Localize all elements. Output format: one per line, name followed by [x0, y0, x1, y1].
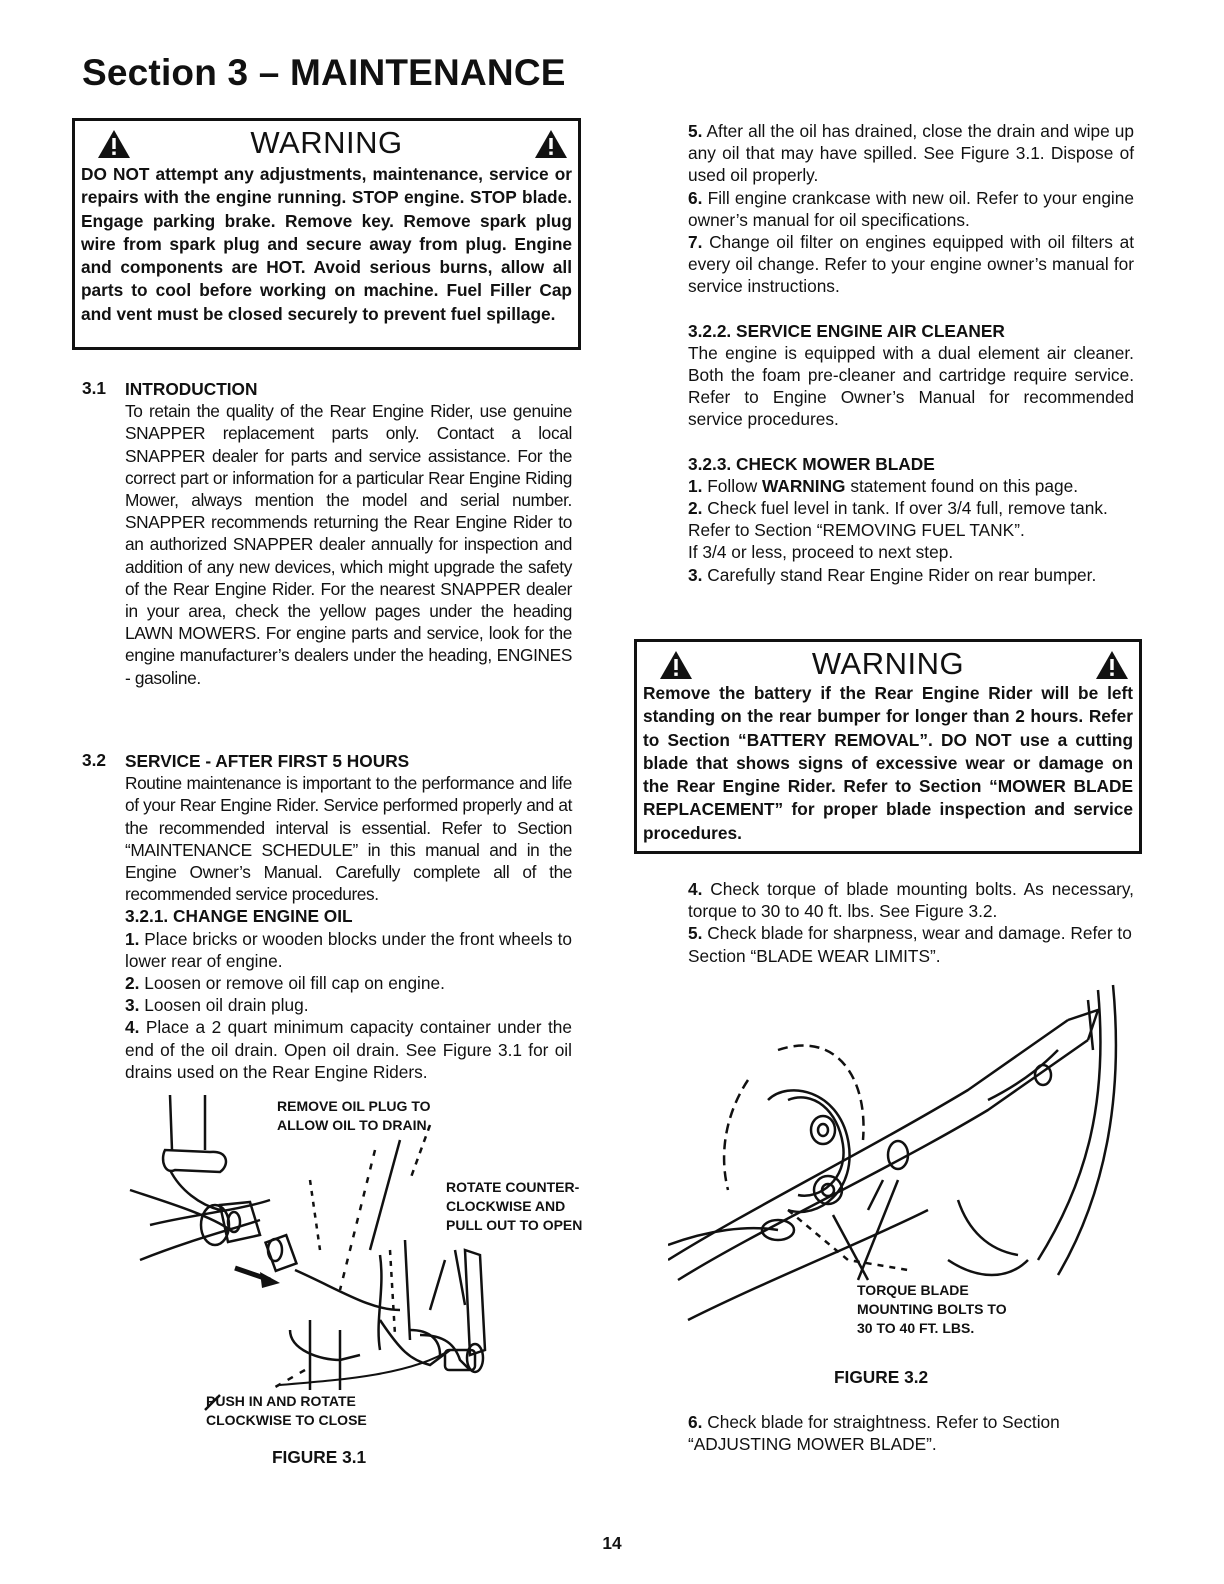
list-item: 3. Carefully stand Rear Engine Rider on rear bumper.	[688, 564, 1097, 585]
section-heading: SERVICE - AFTER FIRST 5 HOURS	[125, 751, 410, 771]
warning-box-battery	[634, 639, 1142, 854]
list-item: 2. Loosen or remove oil fill cap on engine.	[125, 973, 445, 994]
warning-triangle-icon	[1095, 650, 1129, 680]
list-item: 5. After all the oil has drained, close the drain and wipe up any oil that may have spilled. See Figure 3.1. Dispose of used oil properly.	[688, 121, 1134, 186]
air-cleaner-paragraph: The engine is equipped with a dual element air cleaner. Both the foam pre-cleaner and cartridge require service. Refer to Engine Owner’s Manual for recommended service procedures.	[688, 342, 1134, 430]
page-title: Section 3 – MAINTENANCE	[82, 52, 566, 93]
figure-caption: FIGURE 3.1	[272, 1447, 367, 1467]
intro-paragraph: To retain the quality of the Rear Engine Rider, use genuine SNAPPER replacement parts only. Contact a local SNAPPER dealer for parts and service assistance. For the correct part or information for a particular Rear Engine Riding Mower, always mention the model and serial number. SNAPPER recommends returning the Rear Engine Rider to an authorized SNAPPER dealer annually for inspection and addition of any new devices, which might upgrade the safety of the Rear Engine Rider. For the nearest SNAPPER dealer in your area, check the yellow pages under the heading LAWN MOWERS. For engine parts and service, look for the engine manufacturer’s dealers under the heading, ENGINES - gasoline.	[125, 401, 572, 688]
right-column-top	[688, 120, 1134, 586]
list-item: 7. Change oil filter on engines equipped with oil filters at every oil change. Refer to your engine owner’s manual for service instructions.	[688, 232, 1134, 297]
subsection-heading: 3.2.1. CHANGE ENGINE OIL	[125, 906, 353, 927]
subsection-heading: 3.2.3. CHECK MOWER BLADE	[688, 453, 935, 474]
list-item: 1. Place bricks or wooden blocks under the front wheels to lower rear of engine.	[125, 928, 572, 971]
list-item: 2. Check fuel level in tank. If over 3/4 full, remove tank. Refer to Section “REMOVING FUEL TANK”.	[688, 498, 1108, 541]
list-item: 4. Check torque of blade mounting bolts. As necessary, torque to 30 to 40 ft. lbs. See Figure 3.2.	[688, 879, 1134, 922]
figure-caption: FIGURE 3.2	[834, 1367, 929, 1387]
figure-label: ROTATE COUNTER- CLOCKWISE AND PULL OUT TO OPEN	[446, 1179, 583, 1233]
figure-3-1-oil-drain-drawing	[110, 1090, 670, 1420]
section-3-2	[125, 750, 572, 1083]
right-column-mid	[688, 878, 1134, 967]
list-item: 6. Fill engine crankcase with new oil. Refer to your engine owner’s manual for oil specifications.	[688, 187, 1134, 230]
warning-triangle-icon	[534, 129, 568, 159]
list-item: 1. Follow WARNING statement found on this page.	[688, 475, 1079, 496]
section-heading: INTRODUCTION	[125, 379, 258, 399]
warning-heading: WARNING	[811, 646, 965, 681]
figure-label: REMOVE OIL PLUG TO ALLOW OIL TO DRAIN	[277, 1098, 431, 1133]
figure-label: TORQUE BLADE MOUNTING BOLTS TO 30 TO 40 FT. LBS.	[857, 1282, 1007, 1336]
warning-box-engine	[72, 118, 581, 350]
page-number: 14	[602, 1533, 622, 1553]
warning-text: Remove the battery if the Rear Engine Rider will be left standing on the rear bumper for longer than 2 hours. Refer to Section “BATTERY REMOVAL”. DO NOT use a cutting blade that shows signs of excessive wear or damage on the Rear Engine Rider. Refer to Section “MOWER BLADE REPLACEMENT” for proper blade inspection and service procedures.	[643, 683, 1133, 843]
warning-heading: WARNING	[250, 125, 403, 160]
figure-label: PUSH IN AND ROTATE CLOCKWISE TO CLOSE	[206, 1393, 367, 1428]
list-item-continued: If 3/4 or less, proceed to next step.	[688, 542, 954, 563]
service-paragraph: Routine maintenance is important to the performance and life of your Rear Engine Rider. Service performed properly and at the recommended interval is essential. Refer to Section “MAINTENANCE SCHEDULE” in this manual and in the Engine Owner’s Manual. Carefully complete all of the recommended service procedures.	[125, 773, 572, 905]
warning-text: DO NOT attempt any adjustments, maintenance, service or repairs with the engine running. STOP engine. STOP blade. Engage parking brake. Remove key. Remove spark plug wire from spark plug and secure away from plug. Engine and components are HOT. Avoid serious burns, allow all parts to cool before working on machine. Fuel Filler Cap and vent must be closed securely to prevent fuel spillage.	[81, 164, 572, 324]
section-number: 3.1	[82, 378, 107, 398]
list-item: 4. Place a 2 quart minimum capacity container under the end of the oil drain. Open oil drain. See Figure 3.1 for oil drains used on the Rear Engine Riders.	[125, 1017, 572, 1082]
list-item: 3. Loosen oil drain plug.	[125, 995, 309, 1016]
section-3-1	[125, 378, 572, 689]
section-number: 3.2	[82, 750, 107, 770]
right-column-bottom	[688, 1411, 1134, 1455]
list-item: 5. Check blade for sharpness, wear and damage. Refer to Section “BLADE WEAR LIMITS”.	[688, 923, 1132, 966]
list-item: 6. Check blade for straightness. Refer to Section “ADJUSTING MOWER BLADE”.	[688, 1412, 1060, 1455]
subsection-heading: 3.2.2. SERVICE ENGINE AIR CLEANER	[688, 320, 1005, 341]
